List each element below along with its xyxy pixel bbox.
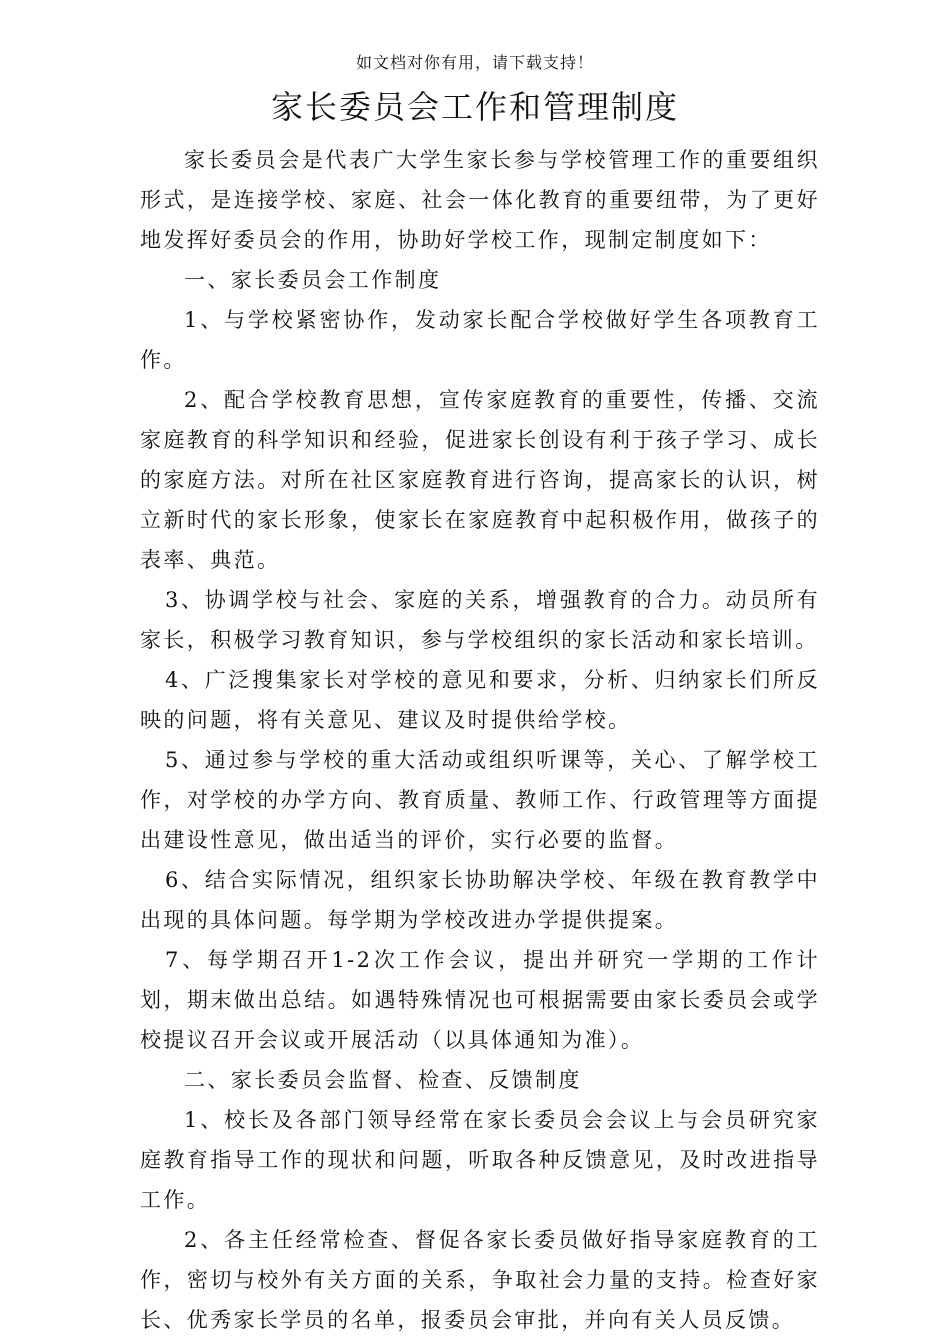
supervision-item-2: 2、各主任经常检查、督促各家长委员做好指导家庭教育的工作，密切与校外有关方面的关系，争取社会力量的支持。检查好家长、优秀家长学员的名单，报委员会审批，并向有关人员反馈。 (140, 1228, 820, 1332)
work-item-6: 6、结合实际情况，组织家长协助解决学校、年级在教育教学中出现的具体问题。每学期为学校改进办学提供提案。 (140, 868, 820, 932)
document-title: 家长委员会工作和管理制度 (270, 88, 679, 126)
document-body (140, 140, 820, 1340)
intro-paragraph: 家长委员会是代表广大学生家长参与学校管理工作的重要组织形式，是连接学校、家庭、社会一体化教育的重要纽带，为了更好地发挥好委员会的作用，协助好学校工作，现制定制度如下： (140, 148, 820, 252)
section-heading-supervision: 二、家长委员会监督、检查、反馈制度 (184, 1068, 582, 1092)
work-item-5: 5、通过参与学校的重大活动或组织听课等，关心、了解学校工作，对学校的办学方向、教育质量、教师工作、行政管理等方面提出建设性意见，做出适当的评价，实行必要的监督。 (140, 748, 820, 852)
work-item-3: 3、协调学校与社会、家庭的关系，增强教育的合力。动员所有家长，积极学习教育知识，参与学校组织的家长活动和家长培训。 (140, 588, 820, 652)
work-item-7: 7、每学期召开1-2次工作会议，提出并研究一学期的工作计划，期末做出总结。如遇特殊情况也可根据需要由家长委员会或学校提议召开会议或开展活动（以具体通知为准）。 (140, 948, 820, 1052)
section-heading-work-system: 一、家长委员会工作制度 (184, 268, 442, 292)
work-item-2: 2、配合学校教育思想，宣传家庭教育的重要性，传播、交流家庭教育的科学知识和经验，促进家长创设有利于孩子学习、成长的家庭方法。对所在社区家庭教育进行咨询，提高家长的认识，树立新时代的家长形象，使家长在家庭教育中起积极作用，做孩子的表率、典范。 (140, 388, 820, 572)
supervision-item-1: 1、校长及各部门领导经常在家长委员会会议上与会员研究家庭教育指导工作的现状和问题，听取各种反馈意见，及时改进指导工作。 (140, 1108, 820, 1212)
work-item-1: 1、与学校紧密协作，发动家长配合学校做好学生各项教育工作。 (140, 308, 820, 372)
download-support-note: 如文档对你有用，请下载支持！ (355, 53, 594, 72)
work-item-4: 4、广泛搜集家长对学校的意见和要求，分析、归纳家长们所反映的问题，将有关意见、建议及时提供给学校。 (140, 668, 820, 732)
